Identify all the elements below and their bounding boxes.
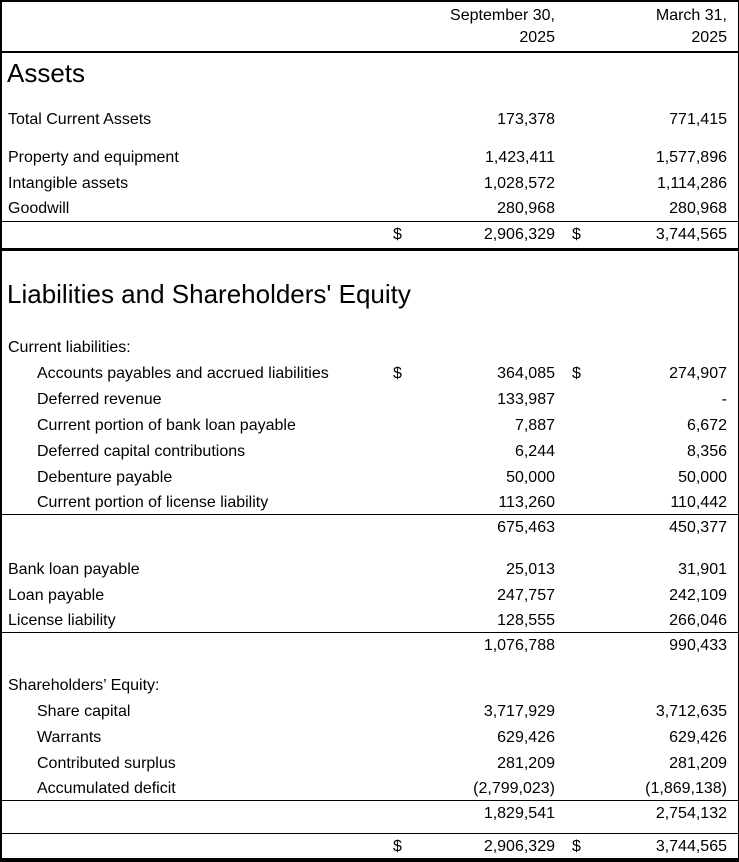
value-mar31: 3,712,635 [655,703,727,720]
group-label: Shareholders’ Equity: [8,677,160,694]
value-mar31: 629,426 [669,729,727,746]
value-sep30: 675,463 [497,519,555,536]
value-sep30: 6,244 [514,443,555,460]
value-mar31: 242,109 [669,587,727,604]
column-header-mar31-line2: 2025 [691,29,727,46]
column-header-sep30-line1: September 30, [450,7,555,24]
row-label: License liability [8,611,116,629]
row-bank-loan-payable [2,557,738,583]
column-header-mar31 [572,5,727,49]
value-sep30: 1,423,411 [485,149,555,166]
value-sep30: 25,013 [506,561,555,578]
value-mar31: 8,356 [686,443,727,460]
value-mar31: 281,209 [669,755,727,772]
value-mar31: 110,442 [670,493,727,511]
row-label: Intangible assets [8,175,129,192]
dollar-sign: $ [393,226,402,243]
column-header-sep30 [393,5,555,49]
row-current-liabilities-label [2,335,738,361]
row-label: Current portion of bank loan payable [37,417,296,434]
row-label: Bank loan payable [8,561,140,578]
value-mar31: 2,754,132 [655,805,727,822]
value-sep30: 1,028,572 [483,175,555,192]
row-label: Accumulated deficit [37,779,176,797]
column-header-mar31-line1: March 31, [655,7,727,24]
value-sep30: 128,555 [497,611,555,629]
row-total-liabilities-subtotal [2,633,738,659]
value-sep30: (2,799,023) [473,779,555,797]
column-headers [2,2,738,51]
value-mar31: - [721,391,727,408]
value-mar31: 6,672 [686,417,727,434]
value-sep30: 280,968 [497,200,555,217]
row-share-capital [2,699,738,725]
row-loan-payable [2,583,738,609]
row-label: Contributed surplus [37,755,176,772]
value-sep30: 133,987 [497,391,555,408]
value-mar31: 990,433 [669,637,727,654]
row-total-liabilities-and-equity [2,834,738,860]
liabilities-section-heading: Liabilities and Shareholders' Equity [7,279,411,309]
value-sep30: 364,085 [497,365,555,382]
spacer [2,659,738,673]
row-label: Deferred capital contributions [37,443,246,460]
row-property-and-equipment [2,145,738,171]
row-goodwill [2,197,738,221]
value-sep30: 3,717,929 [483,703,555,720]
dollar-sign: $ [572,838,581,855]
assets-section-heading: Assets [7,58,86,88]
row-label: Warrants [37,729,102,746]
row-contributed-surplus [2,751,738,777]
row-debenture-payable [2,465,738,491]
value-sep30: 247,757 [497,587,555,604]
value-sep30: 1,829,541 [483,805,555,822]
row-warrants [2,725,738,751]
row-label: Debenture payable [37,469,173,486]
spacer [2,313,738,335]
value-sep30: 2,906,329 [483,226,555,243]
value-sep30: 1,076,788 [483,637,555,654]
value-sep30: 2,906,329 [483,838,555,855]
row-deferred-revenue [2,387,738,413]
value-mar31: 31,901 [678,561,727,578]
group-label: Current liabilities: [8,339,131,356]
value-mar31: 3,744,565 [655,226,727,243]
value-sep30: 629,426 [497,729,555,746]
row-current-portion-bank-loan [2,413,738,439]
dollar-sign: $ [393,365,402,382]
row-intangible-assets [2,171,738,197]
value-sep30: 173,378 [497,111,555,128]
row-label: Total Current Assets [8,111,152,128]
dollar-sign: $ [393,838,402,855]
value-mar31: 50,000 [678,469,727,486]
value-sep30: 281,209 [497,755,555,772]
value-mar31: 3,744,565 [655,838,727,855]
value-mar31: 450,377 [669,519,727,536]
row-accounts-payables [2,361,738,387]
value-sep30: 50,000 [506,469,555,486]
value-mar31: 771,415 [669,111,727,128]
row-label: Share capital [37,703,131,720]
value-mar31: 274,907 [669,365,727,382]
spacer [2,541,738,557]
row-label: Goodwill [8,200,70,217]
row-license-liability [2,609,738,632]
row-current-portion-license-liability [2,491,738,514]
value-sep30: 7,887 [514,417,555,434]
row-label: Current portion of license liability [37,493,269,511]
value-mar31: 1,114,286 [657,175,727,192]
row-label: Property and equipment [8,149,179,166]
value-mar31: 266,046 [669,611,727,629]
value-mar31: (1,869,138) [645,779,727,797]
spacer [2,133,738,145]
row-accumulated-deficit [2,777,738,800]
row-deferred-capital-contributions [2,439,738,465]
column-header-sep30-line2: 2025 [519,29,555,46]
row-total-assets [2,222,738,248]
dollar-sign: $ [572,226,581,243]
row-current-liabilities-subtotal [2,515,738,541]
dollar-sign: $ [572,365,581,382]
spacer [2,97,738,107]
row-shareholders-equity-label [2,673,738,699]
value-mar31: 280,968 [669,200,727,217]
value-sep30: 113,260 [498,493,555,511]
row-total-equity-subtotal [2,801,738,827]
value-mar31: 1,577,896 [655,149,727,166]
row-label: Deferred revenue [37,391,162,408]
row-label: Accounts payables and accrued liabilities [37,365,329,382]
row-total-current-assets [2,107,738,133]
row-label: Loan payable [8,587,105,604]
